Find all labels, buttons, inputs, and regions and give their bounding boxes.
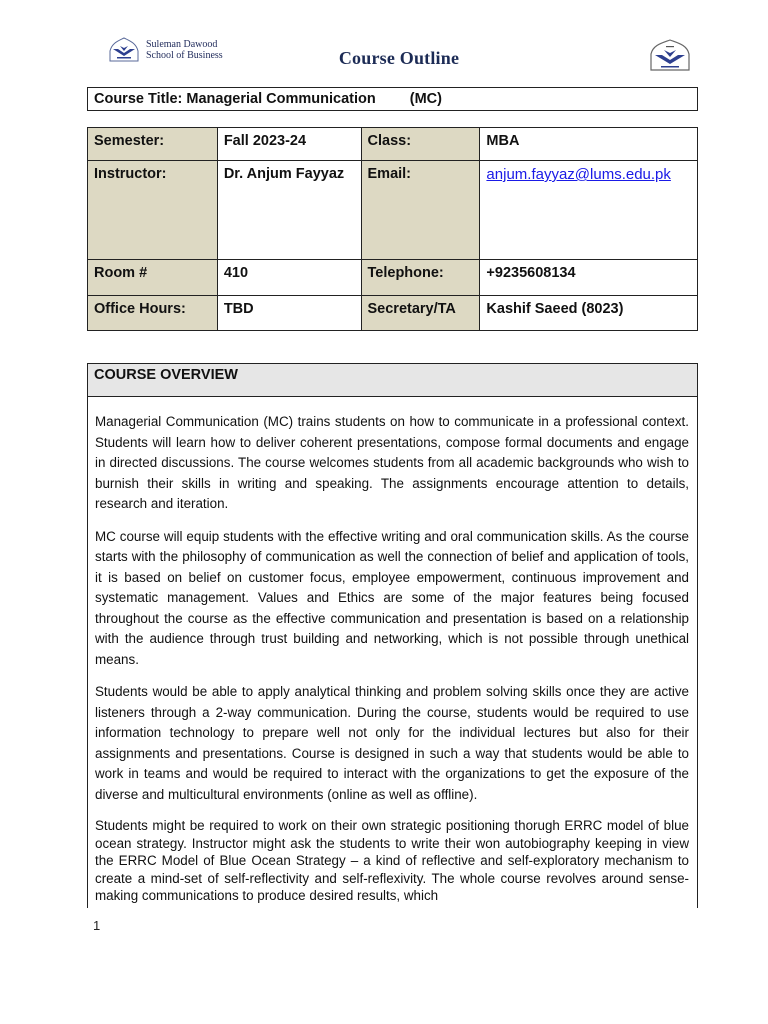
email-label: Email: (361, 161, 480, 260)
secretary-value: Kashif Saeed (8023) (480, 296, 698, 331)
office-hours-label: Office Hours: (88, 296, 218, 331)
table-row-office-hours (88, 296, 698, 331)
class-label: Class: (361, 128, 480, 161)
course-overview-heading: COURSE OVERVIEW (88, 364, 697, 397)
semester-label: Semester: (88, 128, 218, 161)
page-number: 1 (93, 918, 101, 933)
document-title: Course Outline (338, 48, 460, 68)
course-title: Course Title: Managerial Communication (94, 91, 376, 107)
document-header (0, 0, 768, 82)
course-title-box (87, 87, 698, 111)
semester-value: Fall 2023-24 (217, 128, 361, 161)
instructor-value: Dr. Anjum Fayyaz (217, 161, 361, 260)
overview-paragraph-3: Students would be able to apply analytical thinking and problem solving skills once they are active listeners through a 2-way communication. During the course, students would be required to use information technology to prepare well not only for the individual lectures but also for their assignments and presentations. Course is designed in such a way that students would be able to work in teams and would be required to interact with the organizations to get the exposure of the diverse and multicultural environments (online as well as offline). (95, 684, 689, 802)
instructor-label: Instructor: (88, 161, 218, 260)
overview-paragraph-4: Students might be required to work on their own strategic positioning thorugh ERRC model of blue ocean strategy. Instructor might ask the students to write their won autobiography keeping in view the ERRC Model of Blue Ocean Strategy – a kind of reflective and self-exploratory mechanism to create a mind-set of self-reflectivity and self-reflexivity. The whole course revolves around sense-making communications to produce desired results, which (95, 818, 689, 903)
office-hours-value: TBD (217, 296, 361, 331)
lums-crest-icon (648, 38, 692, 72)
course-info-table (87, 127, 698, 331)
telephone-label: Telephone: (361, 260, 480, 296)
class-value: MBA (480, 128, 698, 161)
secretary-label: Secretary/TA (361, 296, 480, 331)
email-link[interactable]: anjum.fayyaz@lums.edu.pk (486, 166, 671, 183)
table-row-semester (88, 128, 698, 161)
course-abbreviation: (MC) (409, 91, 442, 107)
overview-paragraph-2: MC course will equip students with the effective writing and oral communication skills. As the course starts with the philosophy of communication as well the connection of belief and application of tools, it is based on belief on customer focus, employee empowerment, continuous improvement and systematic management. Values and Ethics are some of the major features being focused throughout the course as the effective communication and presentation is based on a relationship with the audience through trust building and networking, which is not possible through unethical means. (95, 528, 689, 667)
table-row-room (88, 260, 698, 296)
email-cell (480, 161, 698, 260)
overview-paragraph-1: Managerial Communication (MC) trains students on how to communicate in a professional context. Students will learn how to deliver coherent presentations, compose formal documents and engage in directed discussions. The course welcomes students from all academic backgrounds who wish to burnish their skills in writing and speaking. The assignments encourage attention to details, research and iteration. (95, 414, 689, 511)
course-overview-section (87, 363, 698, 908)
telephone-value: +9235608134 (480, 260, 698, 296)
school-name-line1: Suleman Dawood (146, 39, 218, 50)
school-name-line2: School of Business (146, 50, 223, 61)
table-row-instructor (88, 161, 698, 260)
room-value: 410 (217, 260, 361, 296)
room-label: Room # (88, 260, 218, 296)
course-overview-body (88, 412, 697, 905)
